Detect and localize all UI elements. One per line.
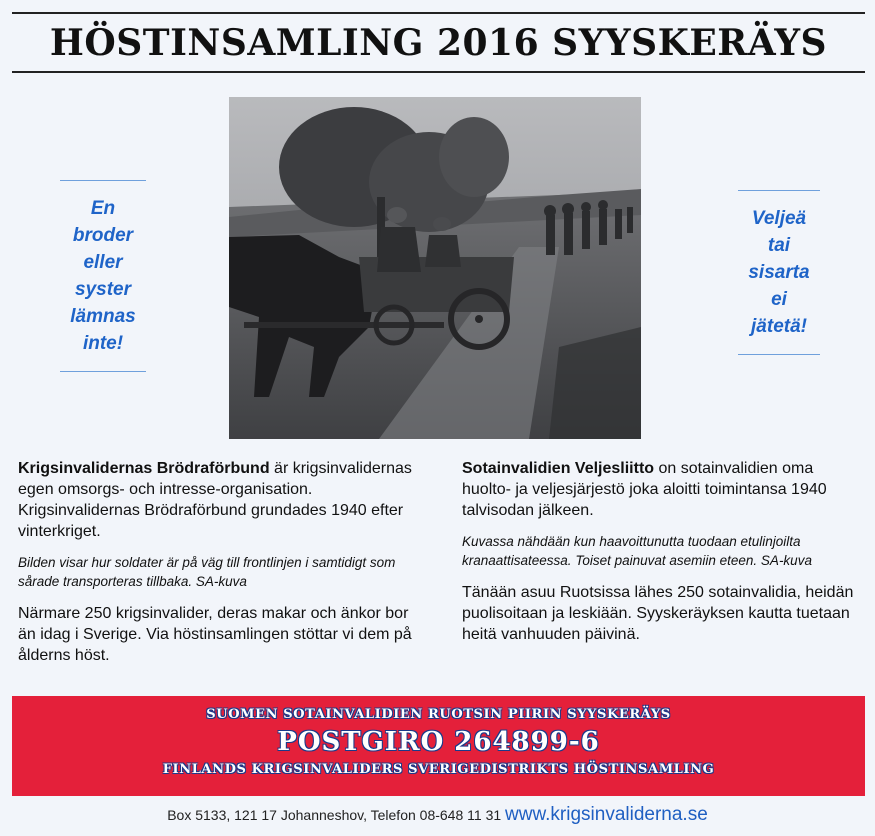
title-rule-top — [12, 12, 865, 14]
swedish-body: Närmare 250 krigsinvalider, deras makar och änkor bor än idag i Sverige. Via höstinsamlingen stöttar vi dem på ålderns höst. — [18, 605, 412, 664]
quote-right-line: sisarta — [748, 262, 810, 283]
finnish-photo-caption: Kuvassa nähdään kun haavoittunutta tuodaan etulinjoilta kranaattisateessa. Toiset painuvat asemiin eteen. SA-kuva — [462, 534, 812, 568]
quote-left-text — [58, 181, 148, 371]
quote-right-line: Veljeä — [751, 208, 807, 229]
page-title: HÖSTINSAMLING 2016 SYYSKERÄYS — [49, 22, 828, 64]
quote-left — [58, 180, 148, 372]
quote-left-line: En — [90, 198, 116, 219]
quote-left-line: eller — [83, 252, 123, 273]
banner-swedish-title: FINLANDS KRIGSINVALIDERS SVERIGEDISTRIKTS HÖSTINSAMLING — [162, 762, 715, 777]
swedish-photo-caption: Bilden visar hur soldater är på väg till frontlinjen i samtidigt som sårade transporteras tillbaka. SA-kuva — [18, 555, 396, 589]
swedish-org-name: Krigsinvalidernas Brödraförbund — [18, 460, 270, 477]
swedish-column — [18, 458, 428, 678]
website-link[interactable]: www.krigsinvaliderna.se — [505, 804, 708, 825]
footer — [0, 800, 875, 830]
quote-right-rule-bottom — [738, 354, 820, 355]
banner-finnish-title: SUOMEN SOTAINVALIDIEN RUOTSIN PIIRIN SYYSKERÄYS — [206, 707, 671, 722]
quote-right-line: ei — [771, 289, 787, 310]
footer-address: Box 5133, 121 17 Johanneshov, Telefon 08-648 11 31 — [167, 807, 502, 823]
swedish-intro-text: är krigsinvalidernas egen omsorgs- och intresse-organisation. Krigsinvalidernas Brödraförbund grundades 1940 efter vinterkriget. — [18, 460, 412, 540]
quote-right-line: tai — [767, 235, 791, 256]
quote-left-rule-bottom — [60, 371, 146, 372]
finnish-intro-text: on sotainvalidien oma huolto- ja veljesjärjestö joka aloitti toimintansa 1940 talvisodan jälkeen. — [462, 460, 827, 519]
donation-banner — [12, 696, 865, 796]
postgiro-number: POSTGIRO 264899-6 — [277, 727, 600, 757]
quote-right-text — [724, 191, 834, 354]
finnish-column — [462, 458, 857, 657]
war-photo-illustration — [229, 97, 641, 439]
quote-left-line: lämnas — [70, 306, 136, 327]
finnish-intro — [462, 458, 857, 521]
quote-left-line: broder — [72, 225, 134, 246]
quote-right — [724, 190, 834, 355]
quote-left-line: inte! — [82, 333, 124, 354]
swedish-intro — [18, 458, 428, 542]
war-photo — [229, 97, 641, 439]
quote-left-line: syster — [75, 279, 131, 300]
quote-right-line: jätetä! — [751, 316, 807, 337]
finnish-body: Tänään asuu Ruotsissa lähes 250 sotainvalidia, heidän puolisoitaan ja leskiään. Syyskeräyksen kautta tuetaan heitä vanhuuden päivinä. — [462, 584, 854, 643]
finnish-org-name: Sotainvalidien Veljesliitto — [462, 460, 655, 477]
title-rule-bottom — [12, 71, 865, 73]
